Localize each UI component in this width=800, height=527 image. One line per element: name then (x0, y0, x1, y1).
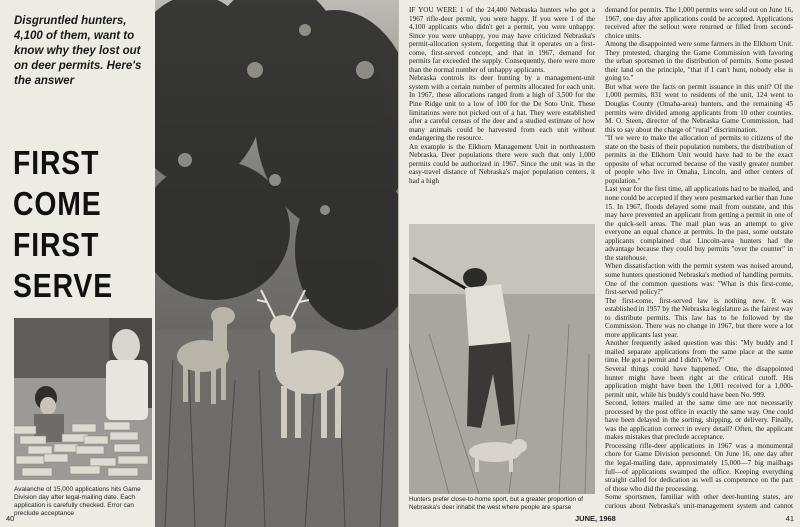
headline-line: SERVE (13, 267, 114, 304)
paragraph: Among the disappointed were some farmers in the Elkhorn Unit. They protested, charging the Game Commission with favoring the urban sportsmen in the distribution of permits. Some posted their land on the principle, "that if I can't hunt, nobody else is going to." (605, 40, 793, 83)
article-headline (13, 142, 153, 306)
paragraph: Nebraska controls its deer hunting by a management-unit system with a certain number of permits allocated for each unit. In 1967, these allocations ranged from a high of 3,500 for the Pine Ridge unit to a low of 100 for the De Soto Unit. These limitations were not picked out of a hat. They were established after a careful census of the deer and a studied estimate of how many animals could be harvested from each unit without endangering the resource. (409, 74, 595, 143)
applications-photo (14, 318, 152, 480)
hunter-caption: Hunters prefer close-to-home sport, but a greater proportion of Nebraska's deer inhabit the west where people are sparse (409, 496, 583, 511)
paragraph: Another frequently asked question was this: "My buddy and I mailed separate applications from the same place at the same time. He got a permit and I didn't. Why?" (605, 339, 793, 365)
paragraph: But what were the facts on permit issuance in this unit? Of the 1,000 permits, 831 went to residents of the unit, 124 went to Douglas County (Omaha-area) hunters, and the remaining 45 permits were divided among applicants from 10 other counties. M. O. Steen, director of the Nebraska Game Commission, had this to say about the charge of "rural" discrimination. (605, 82, 793, 134)
deer-photo (155, 0, 398, 527)
left-page (0, 0, 398, 527)
headline-line: COME (13, 185, 102, 222)
paragraph: Several things could have happened. One, the disappointed hunter might have been right at the critical cutoff. His application might have been the 1,001 received for a 1,000-permit unit, while his buddy's could have been No. 999. (605, 364, 793, 399)
article-deck: Disgruntled hunters, 4,100 of them, want to know why they lost out on deer permits. Here's the answer (14, 15, 142, 87)
paragraph: IF YOU WERE 1 of the 24,400 Nebraska hunters who got a 1967 rifle-deer permit, you were happy. If you were 1 of the 4,100 applicants who didn't get a permit, you were unhappy. Since you were unhappy, you may have criticized Nebraska's permit-allocation system, forgetting that it operates on a first-come, first-served concept, and that in 1967, demand for permits far exceeded the supply. Consequently, there were more than the normal number of unhappy applicants. (409, 6, 595, 74)
applications-caption: Avalanche of 15,000 applications hits Game Division day after legal-mailing date. Each application is carefully checked. Error can preclude acceptance (14, 486, 141, 517)
deer-photo-art (155, 0, 398, 527)
right-page (398, 0, 800, 527)
hunter-photo (409, 224, 595, 494)
paragraph: Processing rifle-deer applications in 1967 was a monumental chore for Game Division personnel. On June 16, one day after the legal-mailing date, approximately 15,000—7 big mailbags full—of applications swamped the office. Keeping everything straight called for dedication as well as competence on the part of those who did the processing. (605, 441, 793, 493)
page-number-right: 41 (785, 514, 794, 523)
page-number-left: 40 (6, 514, 15, 523)
paragraph: Last year for the first time, all applications had to be mailed, and none could be accepted if they were postmarked earlier than June 15. In 1967, floods delayed some mail from outstate, and this may have prevented an applicant from getting a permit in one of the quick-sell areas. The mail plan was an attempt to give everyone an equal chance at permits. In the past, some outstate applicants complained that Lincoln-area hunters had the advantage because they could buy permits "over the counter" in the statehouse. (605, 185, 793, 262)
paragraph: demand for permits. The 1,000 permits were sold out on June 16, 1967, one day after applications could be accepted. Applications received after the sellout were returned or filled from second-choice units. (605, 6, 793, 40)
issue-date: JUNE, 1968 (575, 514, 616, 523)
paragraph: Second, letters mailed at the same time are not necessarily processed by the post office in exactly the same way. One could have been delayed in the sorting, shipping, or delivery. Finally, was the application correct in every detail? Often, the applicant makes mistakes that preclude acceptance. (605, 399, 793, 442)
paragraph: Some sportsmen, familiar with other deer-hunting states, are curious about Nebraska's unit-management system and cannot (605, 493, 793, 510)
applications-photo-art (14, 318, 152, 480)
headline-line: FIRST (13, 226, 100, 263)
left-text-column (0, 0, 152, 527)
paragraph: "If we were to make the allocation of permits to citizens of the state on the basis of their population numbers, the distribution of permits in the Elkhorn Unit would have had to be the exact opposite of what occurred because of the vastly greater number of people who live in Omaha, Lincoln, and other centers of population." (605, 134, 793, 185)
headline-line: FIRST (13, 144, 100, 181)
hunter-photo-art (409, 224, 595, 494)
body-column-2 (605, 6, 793, 511)
paragraph: The first-come, first-served law is nothing new. It was established in 1957 by the Nebraska legislature as the fairest way to distribute permits. This law has to be followed by the Commission. There was no change in 1967, but there were a lot more applicants last year. (605, 296, 793, 339)
paragraph: When dissatisfaction with the permit system was noised around, some hunters questioned Nebraska's method of handling permits. One of the common questions was: "What is this first-come, first-served policy?" (605, 262, 793, 297)
paragraph: An example is the Elkhorn Management Unit in northeastern Nebraska. Deer populations there were such that only 1,000 permits could be authorized in 1967. Since the unit was in the easy-travel distance of Nebraska's major population centers, it had a high (409, 142, 595, 185)
